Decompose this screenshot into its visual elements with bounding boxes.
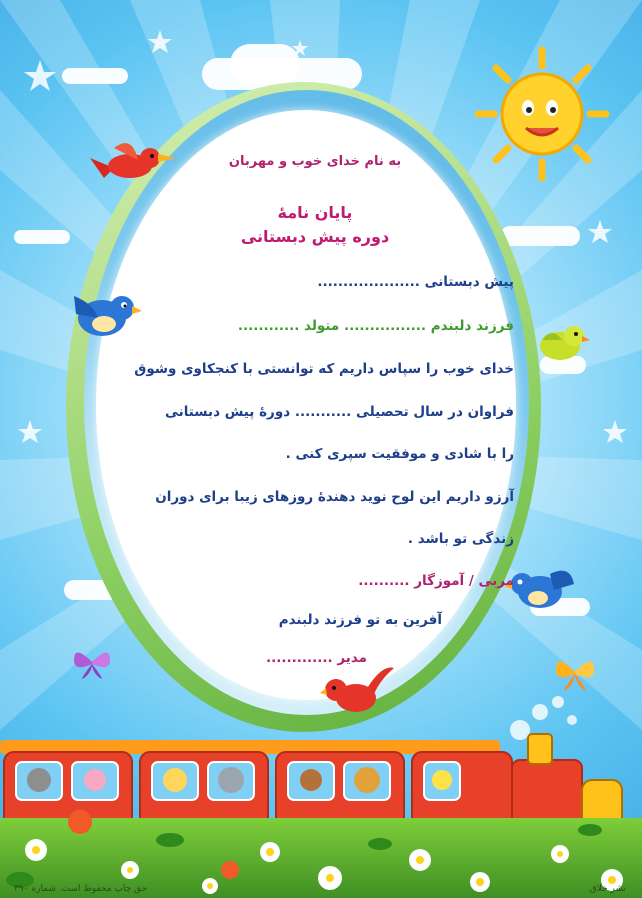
footer-copyright: حق چاپ محفوظ است. شماره ۳۹۰ — [14, 884, 148, 894]
bird-icon — [530, 318, 592, 366]
certificate-subtitle: دوره پیش دبستانی — [240, 227, 390, 246]
line-child-and-birth: فرزند دلبندم ................ متولد ............ — [237, 318, 514, 334]
footer-publisher: نشر خلاق — [589, 884, 626, 894]
cloud-icon — [500, 226, 580, 246]
line-teacher: مربی / آموزگار .......... — [358, 573, 514, 589]
bird-icon — [504, 560, 576, 616]
bird-icon — [66, 284, 144, 346]
sun-icon — [472, 44, 612, 184]
line-body-3: را با شادی و موفقیت سپری کنی . — [285, 446, 514, 462]
line-preschool-name: پیش دبستانی .................... — [317, 274, 514, 290]
cloud-icon — [62, 68, 128, 84]
line-body-4: آرزو داریم این لوح نوید دهندهٔ روزهای زیبا برای دوران — [155, 489, 514, 505]
certificate-title: پایان نامهٔ — [277, 203, 353, 222]
line-body-1: خدای خوب را سپاس داریم که توانستی با کنجکاوی وشوق — [134, 361, 514, 377]
cloud-icon — [14, 230, 70, 244]
line-praise: آفرین به تو فرزند دلبندم — [278, 612, 442, 628]
certificate-heading: به نام خدای خوب و مهربان — [228, 154, 402, 169]
cloud-icon — [230, 44, 300, 84]
line-body-5: زندگی تو باشد . — [407, 531, 514, 547]
butterfly-icon — [70, 642, 114, 684]
line-body-2: فراوان در سال تحصیلی ........... دورهٔ پیش دبستانی — [164, 404, 514, 420]
line-principal: مدیر ............. — [266, 650, 367, 666]
bird-icon — [84, 138, 180, 190]
bird-icon — [320, 660, 400, 722]
